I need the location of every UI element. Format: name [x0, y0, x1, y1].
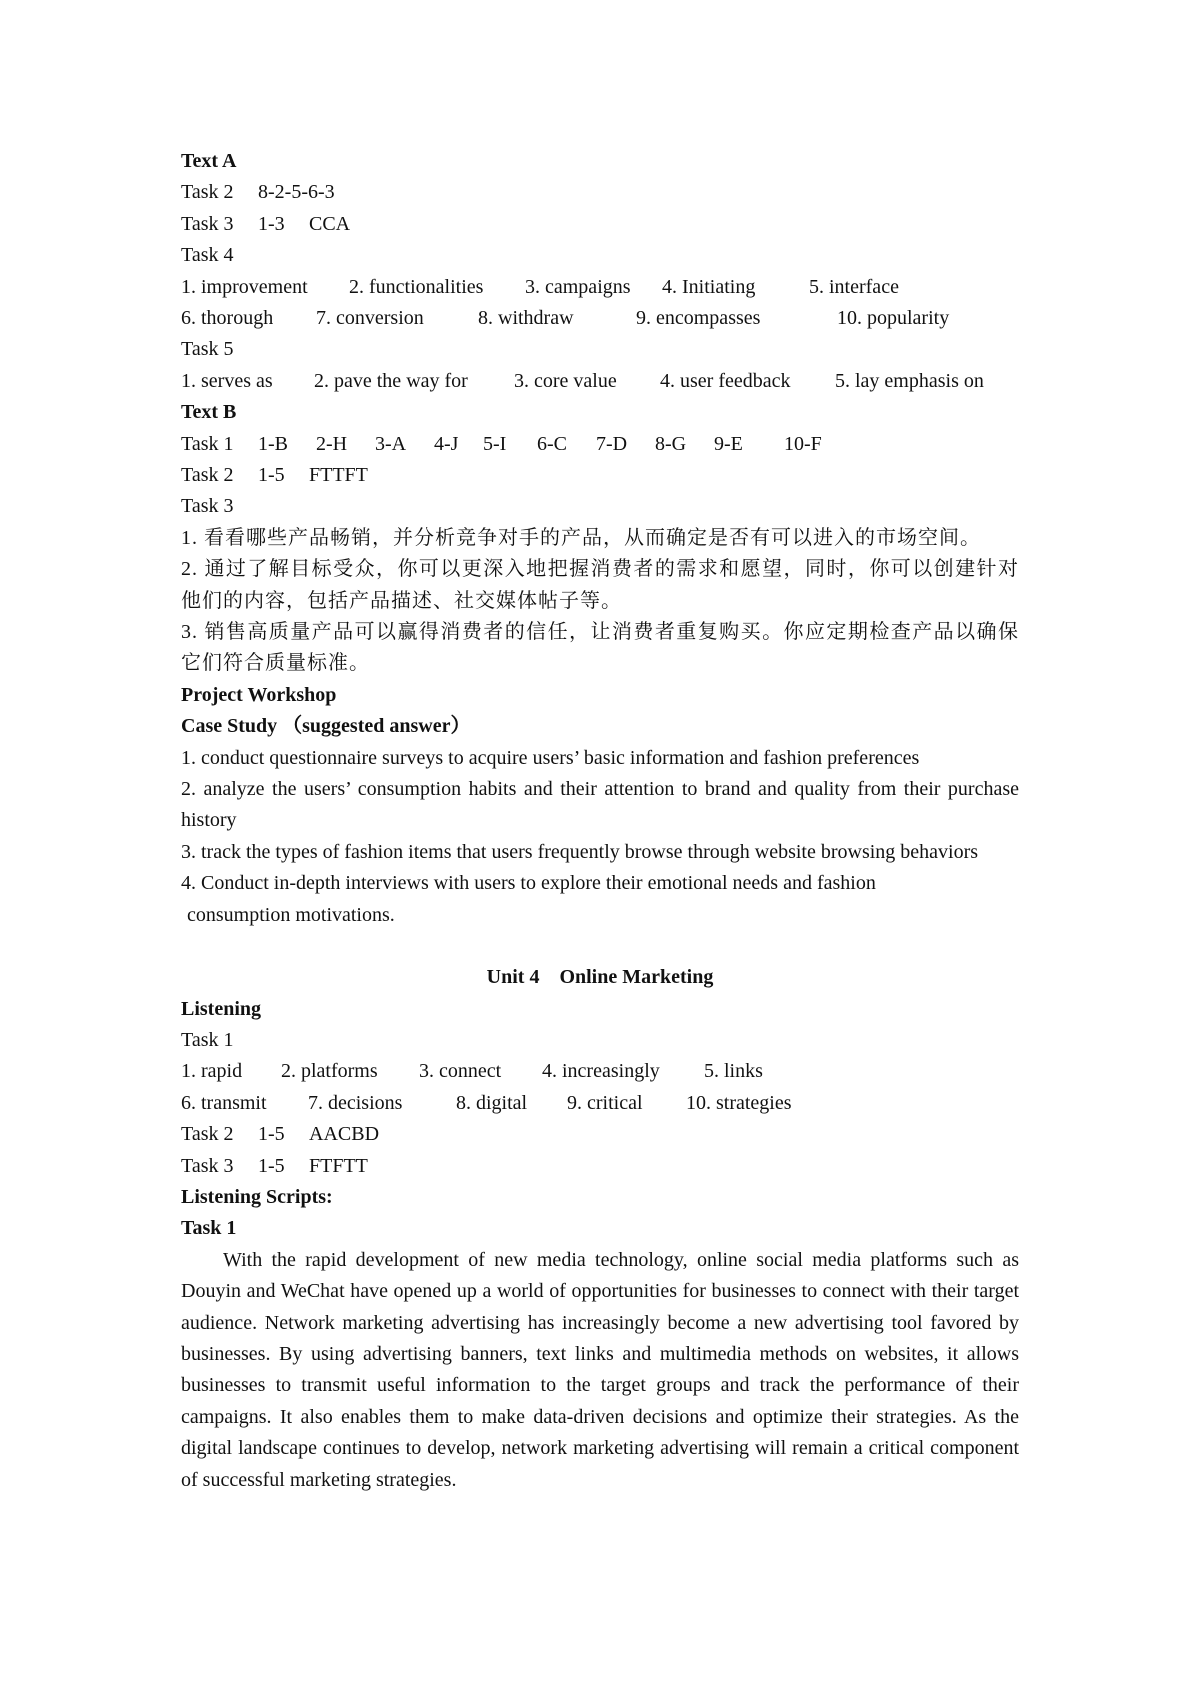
unit4-task1-row1 [181, 1056, 1019, 1087]
task-label: Task 3 [181, 1154, 234, 1177]
task-range: 1-3 [258, 212, 285, 235]
answer-item: 5. lay emphasis on [835, 369, 984, 392]
answer-item: 4. increasingly [542, 1060, 660, 1083]
case-study-item: 2. analyze the users’ consumption habits and their attention to brand and quality from their purchase history [181, 777, 1019, 832]
answer-item: 4. user feedback [660, 369, 791, 392]
spacer [181, 931, 1019, 962]
text-a-task5-row1 [181, 366, 1019, 397]
task-label: Task 2 [181, 463, 234, 486]
answer-item: 1-B [258, 432, 288, 455]
case-study-item: 1. conduct questionnaire surveys to acquire users’ basic information and fashion preferences [181, 746, 920, 769]
answer-item: 3-A [375, 432, 407, 455]
answer-item: 6-C [537, 432, 567, 455]
text-a-task4-row2 [181, 303, 1019, 334]
answer-item: 1. improvement [181, 275, 308, 298]
answer-item: 3. campaigns [525, 275, 631, 298]
answer-item: 7-D [596, 432, 628, 455]
answer-item: 5-I [483, 432, 507, 455]
listening-heading: Listening [181, 997, 262, 1020]
translation-item: 2. 通过了解目标受众，你可以更深入地把握消费者的需求和愿望，同时，你可以创建针对他们的内容，包括产品描述、社交媒体帖子等。 [181, 558, 1019, 612]
answer-item: 4-J [434, 432, 459, 455]
task-range: 1-5 [258, 1123, 285, 1146]
listening-scripts-heading: Listening Scripts: [181, 1186, 333, 1209]
task-range: 1-5 [258, 1154, 285, 1177]
answer-item: 2-H [316, 432, 348, 455]
case-study-item: 3. track the types of fashion items that users frequently browse through website browsing behaviors [181, 840, 979, 863]
answer-item: 10. strategies [686, 1091, 792, 1114]
answer-item: 8. withdraw [478, 306, 574, 329]
case-study-item: 4. Conduct in-depth interviews with users to explore their emotional needs and fashion [181, 872, 876, 895]
answer-item: 5. interface [809, 275, 899, 298]
text-a-task4-row1 [181, 272, 1019, 303]
answer-item: 3. core value [514, 369, 617, 392]
unit4-task1-row2 [181, 1088, 1019, 1119]
answer-item: 10. popularity [837, 306, 950, 329]
answer-item: 8. digital [456, 1091, 528, 1114]
text-b-heading: Text B [181, 401, 237, 424]
translation-item: 1. 看看哪些产品畅销，并分析竞争对手的产品，从而确定是否有可以进入的市场空间。 [181, 526, 981, 549]
answer-item: 10-F [784, 432, 822, 455]
answer-item: 7. conversion [316, 306, 424, 329]
task-label: Task 1 [181, 432, 234, 455]
answer-item: 8-G [655, 432, 687, 455]
text-a-task4-label: Task 4 [181, 244, 234, 267]
task-label: Task 2 [181, 1123, 234, 1146]
answer-item: 3. connect [419, 1060, 502, 1083]
answer-item: 9. critical [567, 1091, 643, 1114]
answer-item: 2. platforms [281, 1060, 378, 1083]
text-a-task3 [181, 209, 1019, 240]
text-a-task5-label: Task 5 [181, 338, 234, 361]
task-answer: FTFTT [309, 1154, 368, 1177]
answer-item: 2. functionalities [349, 275, 484, 298]
task-answer: 8-2-5-6-3 [258, 181, 335, 204]
case-study-heading: Case Study （suggested answer） [181, 715, 471, 738]
text-b-task1 [181, 429, 1019, 460]
translation-item: 3. 销售高质量产品可以赢得消费者的信任，让消费者重复购买。你应定期检查产品以确保它们符合质量标准。 [181, 620, 1019, 675]
task-answer: AACBD [309, 1123, 380, 1146]
answer-item: 2. pave the way for [314, 369, 468, 392]
task-range: 1-5 [258, 463, 285, 486]
scripts-task1-heading: Task 1 [181, 1217, 237, 1240]
text-b-task3-label: Task 3 [181, 495, 234, 518]
listening-script-paragraph: With the rapid development of new media technology, online social media platforms such as Douyin and WeChat have opened up a world of opportunities for businesses to connect with their target audience. Network marketing advertising has increasingly become a new advertising tool favored by businesses. By using advertising banners, text links and multimedia methods on websites, it allows businesses to transmit useful information to the target groups and track the performance of their campaigns. It also enables them to make data-driven decisions and optimize their strategies. As the digital landscape continues to develop, network marketing advertising will remain a critical component of successful marketing strategies. [181, 1248, 1019, 1491]
answer-item: 5. links [704, 1060, 763, 1083]
answer-item: 9. encompasses [636, 306, 761, 329]
unit4-task2 [181, 1119, 1019, 1150]
answer-item: 7. decisions [308, 1091, 403, 1114]
unit4-task3 [181, 1151, 1019, 1182]
case-study-item-continued: consumption motivations. [187, 903, 395, 926]
answer-item: 1. rapid [181, 1060, 243, 1083]
answer-item: 1. serves as [181, 369, 273, 392]
answer-item: 6. transmit [181, 1091, 267, 1114]
answer-item: 4. Initiating [662, 275, 756, 298]
unit-title: Unit 4 Online Marketing [486, 966, 714, 989]
answer-key-page [181, 146, 1019, 1496]
text-b-task2 [181, 460, 1019, 491]
task-label: Task 2 [181, 181, 234, 204]
text-a-task2 [181, 177, 1019, 208]
answer-item: 6. thorough [181, 306, 274, 329]
task-answer: CCA [309, 212, 351, 235]
task-label: Task 3 [181, 212, 234, 235]
project-workshop-heading: Project Workshop [181, 683, 337, 706]
task-answer: FTTFT [309, 463, 368, 486]
answer-item: 9-E [714, 432, 743, 455]
unit4-task1-label: Task 1 [181, 1029, 234, 1052]
text-a-heading: Text A [181, 150, 237, 172]
